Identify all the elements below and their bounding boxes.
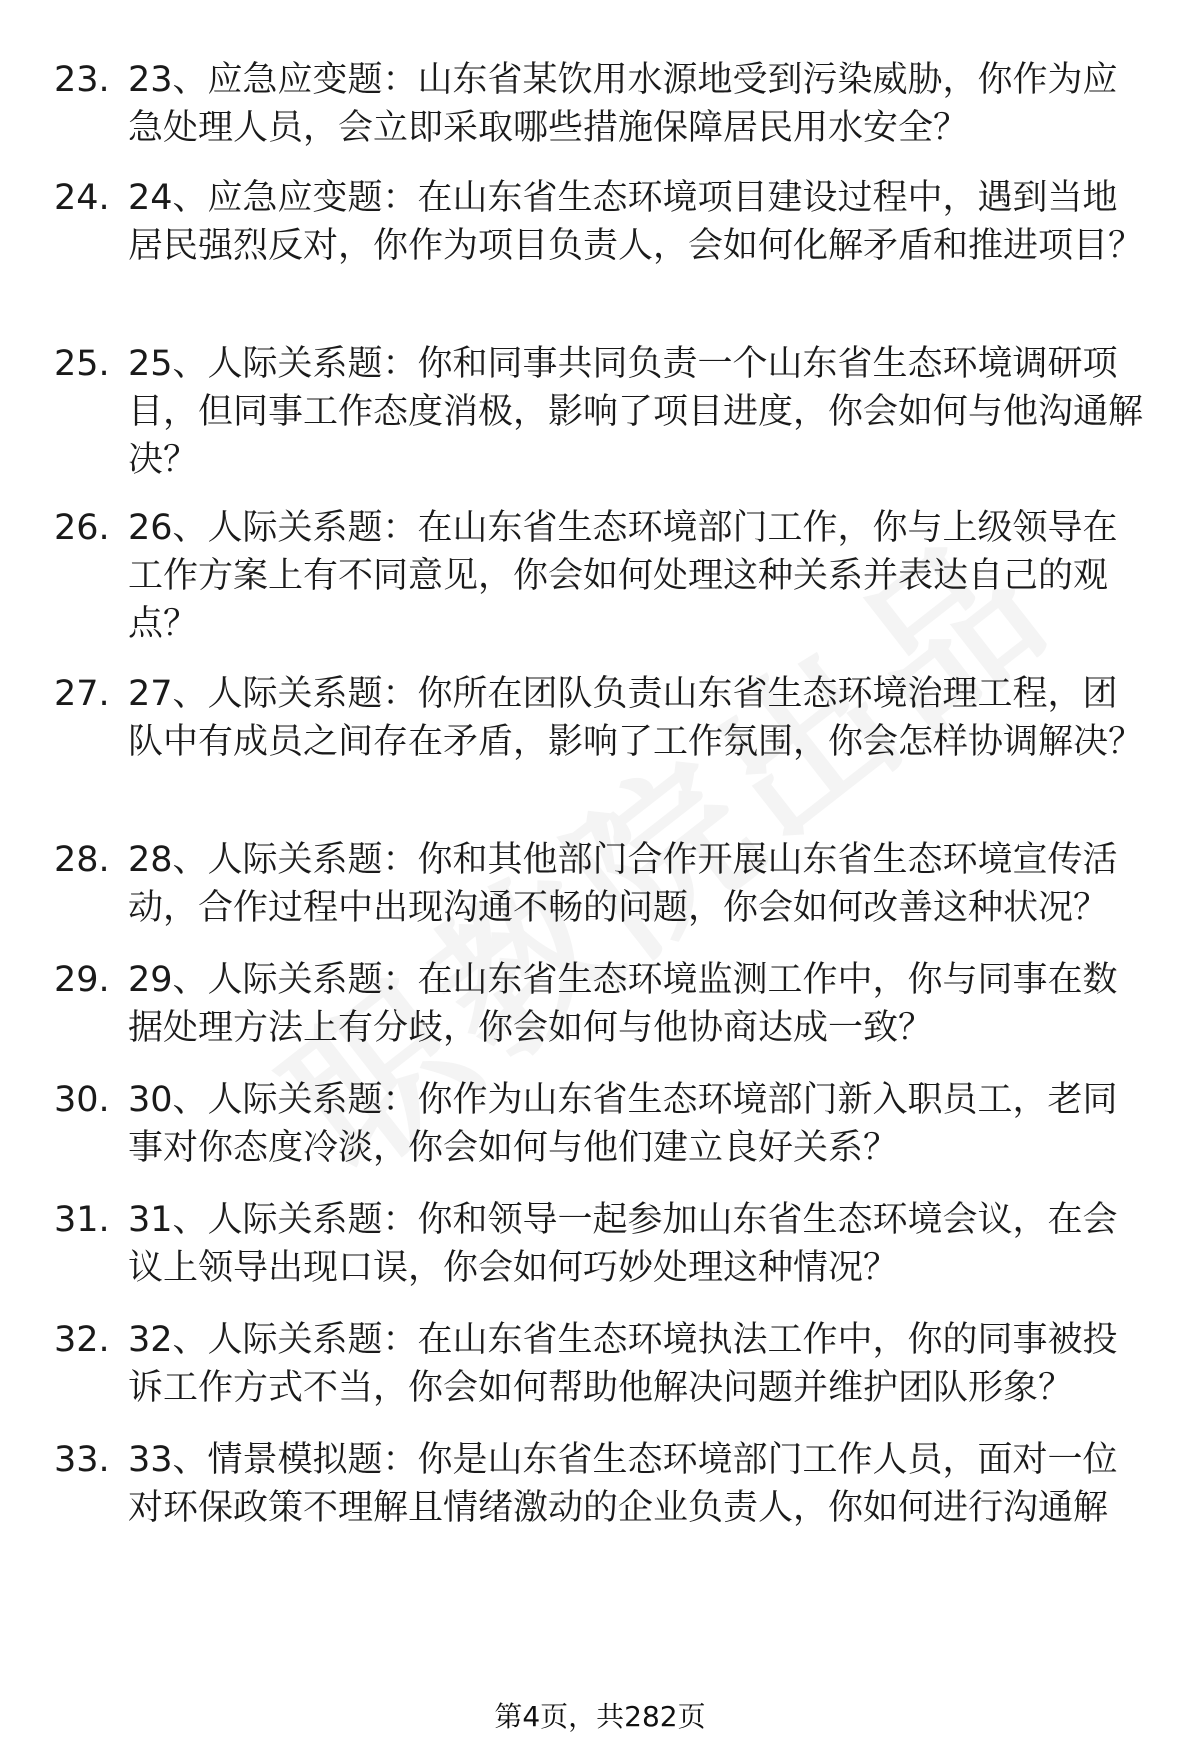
page-footer: 第4页，共282页 — [494, 1700, 706, 1733]
question-text: 29、人际关系题：在山东省生态环境监测工作中，你与同事在数据处理方法上有分歧，你会如何与他协商达成一致？ — [128, 960, 1118, 1048]
question-number: 26. — [54, 508, 110, 548]
question-number: 25. — [54, 344, 110, 384]
question-text: 28、人际关系题：你和其他部门合作开展山东省生态环境宣传活动，合作过程中出现沟通不畅的问题，你会如何改善这种状况？ — [128, 840, 1118, 928]
question-number: 29. — [54, 960, 110, 1000]
question-text: 24、应急应变题：在山东省生态环境项目建设过程中，遇到当地居民强烈反对，你作为项目负责人，会如何化解矛盾和推进项目？ — [128, 178, 1144, 266]
question-text: 26、人际关系题：在山东省生态环境部门工作，你与上级领导在工作方案上有不同意见，你会如何处理这种关系并表达自己的观点？ — [128, 508, 1118, 644]
question-number: 27. — [54, 674, 110, 714]
question-text: 30、人际关系题：你作为山东省生态环境部门新入职员工，老同事对你态度冷淡，你会如何与他们建立良好关系？ — [128, 1080, 1118, 1168]
question-text: 33、情景模拟题：你是山东省生态环境部门工作人员，面对一位对环保政策不理解且情绪激动的企业负责人，你如何进行沟通解 — [128, 1440, 1118, 1528]
question-number: 23. — [54, 60, 110, 100]
question-number: 31. — [54, 1200, 110, 1240]
question-text: 27、人际关系题：你所在团队负责山东省生态环境治理工程，团队中有成员之间存在矛盾，影响了工作氛围，你会怎样协调解决？ — [128, 674, 1144, 762]
question-number: 28. — [54, 840, 110, 880]
question-text: 31、人际关系题：你和领导一起参加山东省生态环境会议，在会议上领导出现口误，你会如何巧妙处理这种情况？ — [128, 1200, 1118, 1288]
question-number: 32. — [54, 1320, 110, 1360]
question-number: 24. — [54, 178, 110, 218]
question-number: 33. — [54, 1440, 110, 1480]
question-text: 32、人际关系题：在山东省生态环境执法工作中，你的同事被投诉工作方式不当，你会如何帮助他解决问题并维护团队形象？ — [128, 1320, 1118, 1408]
question-number: 30. — [54, 1080, 110, 1120]
question-text: 23、应急应变题：山东省某饮用水源地受到污染威胁，你作为应急处理人员，会立即采取哪些措施保障居民用水安全？ — [128, 60, 1118, 148]
question-text: 25、人际关系题：你和同事共同负责一个山东省生态环境调研项目，但同事工作态度消极，影响了项目进度，你会如何与他沟通解决？ — [128, 344, 1144, 480]
